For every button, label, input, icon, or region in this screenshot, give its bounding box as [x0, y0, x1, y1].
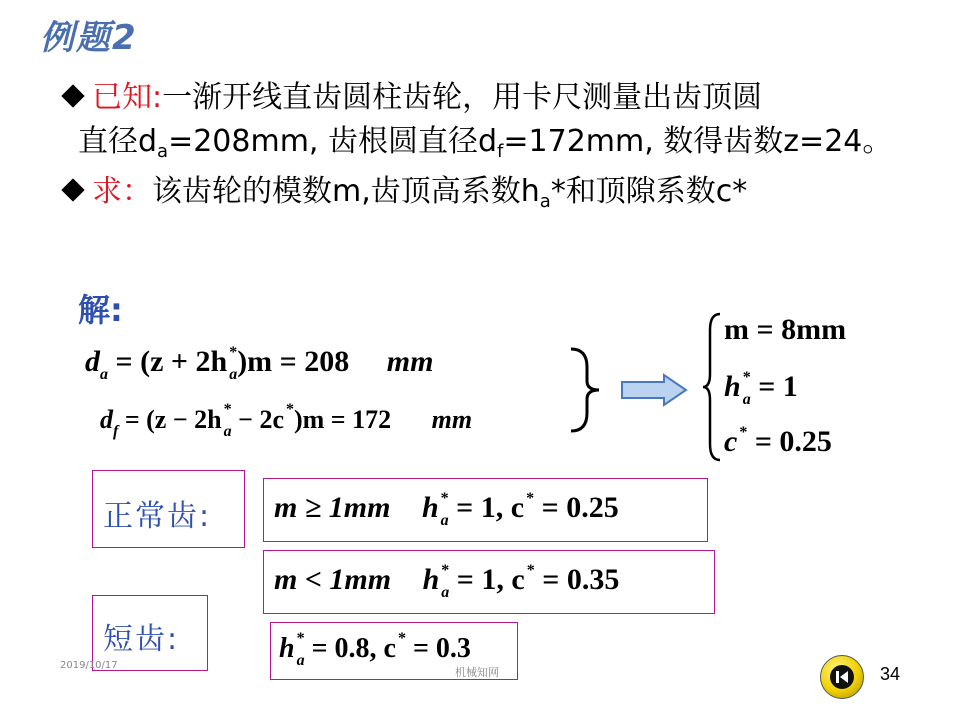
eq1-lhs: d [85, 345, 100, 378]
result-m-text: m = 8mm [724, 313, 847, 346]
nav-back-button[interactable] [820, 655, 864, 699]
given-text-2b: =208mm, 齿根圆直径d [168, 124, 498, 159]
normal-row-2-sup: * [441, 562, 450, 579]
normal-row-1-h: h [421, 491, 439, 524]
solution-label: 解: [78, 291, 123, 329]
given-sub-f: f [497, 141, 504, 162]
result-ha-sub: a [742, 391, 751, 408]
short-row-b: = 0.8, c [304, 633, 396, 664]
short-teeth-label: 短齿: [103, 622, 180, 657]
eq1-sup: * [229, 344, 238, 361]
result-ha-h: h [724, 370, 741, 403]
result-c [724, 425, 832, 459]
given-sub-a: a [157, 141, 169, 162]
result-c-value: = 0.25 [747, 425, 832, 458]
normal-row-1-m: m ≥ 1mm [274, 491, 391, 524]
normal-teeth-row-1 [263, 478, 708, 542]
equation-1 [85, 344, 434, 383]
short-row-value: = 0.3 [405, 633, 471, 664]
result-c-sup: * [739, 424, 748, 441]
given-label: 已知: [92, 80, 163, 115]
given-text-2c: =172mm, 数得齿数z=24。 [503, 124, 893, 159]
short-row-sup2: * [397, 630, 406, 647]
right-brace-icon [565, 345, 605, 435]
eq1-rhs-a: = (z + 2h [115, 345, 228, 378]
given-text-2a: 直径d [78, 124, 158, 159]
normal-teeth-row-2 [263, 550, 715, 614]
short-row-h: h [279, 633, 295, 664]
eq1-rhs-b: )m = 208 [237, 345, 350, 378]
short-row-sub: a [296, 652, 305, 669]
short-row-math [279, 630, 471, 669]
normal-row-1-math [274, 490, 619, 529]
normal-row-2-sub: a [441, 584, 450, 601]
slide-title: 例题2 [40, 18, 138, 58]
given-line-2 [78, 116, 892, 162]
bullet-diamond-icon [61, 84, 84, 107]
eq2-unit: mm [431, 405, 473, 434]
normal-row-1-value: = 0.25 [534, 491, 619, 524]
footer-date: 2019/10/17 [60, 660, 118, 671]
eq2-lhs-sub: f [113, 423, 119, 440]
arrow-right-icon [620, 373, 690, 407]
normal-row-1-sup: * [440, 490, 449, 507]
normal-row-2-c: = 1, c [449, 563, 525, 596]
equation-2 [100, 401, 473, 440]
result-ha [724, 369, 798, 408]
eq2-sub: a [223, 423, 232, 440]
normal-row-2-h: h [422, 563, 440, 596]
left-brace-icon [700, 312, 724, 462]
result-ha-sup: * [742, 369, 751, 386]
ask-sub: a [539, 191, 551, 212]
eq1-unit: mm [386, 345, 434, 378]
eq2-lhs: d [100, 405, 113, 434]
eq2-rhs-b: − 2c [231, 405, 284, 434]
eq2-rhs-c: )m = 172 [293, 405, 392, 434]
normal-row-1-sub: a [440, 512, 449, 529]
normal-row-1-c: = 1, c [448, 491, 525, 524]
nav-back-icon [830, 665, 854, 689]
eq2-sup2: * [285, 401, 294, 418]
given-line-1 [62, 72, 762, 116]
ask-text-b: *和顶隙系数c* [550, 174, 748, 209]
normal-teeth-label: 正常齿: [103, 499, 212, 534]
ask-label: 求： [92, 174, 152, 209]
eq1-sub: a [229, 366, 238, 383]
bullet-diamond-icon [61, 178, 84, 201]
footer-watermark: 机械知网 [455, 666, 499, 679]
result-ha-value: = 1 [750, 370, 798, 403]
result-m [724, 313, 846, 347]
ask-text-a: 该齿轮的模数m,齿顶高系数h [152, 174, 540, 209]
normal-row-2-sup2: * [526, 562, 535, 579]
result-c-letter: c [724, 425, 738, 458]
eq2-sup: * [223, 401, 232, 418]
given-text-1: 一渐开线直齿圆柱齿轮，用卡尺测量出齿顶圆 [162, 80, 763, 115]
normal-row-2-value: = 0.35 [534, 563, 620, 596]
eq2-rhs-a: = (z − 2h [124, 405, 222, 434]
normal-row-2-m: m < 1mm [274, 563, 392, 596]
page-number: 34 [880, 664, 901, 684]
normal-row-2-math [274, 562, 620, 601]
normal-row-1-sup2: * [526, 490, 535, 507]
eq1-lhs-sub: a [100, 366, 108, 383]
previous-arrow-icon [830, 665, 854, 689]
ask-line [62, 166, 747, 212]
normal-teeth-label-box [92, 470, 245, 548]
short-row-sup: * [296, 630, 305, 647]
